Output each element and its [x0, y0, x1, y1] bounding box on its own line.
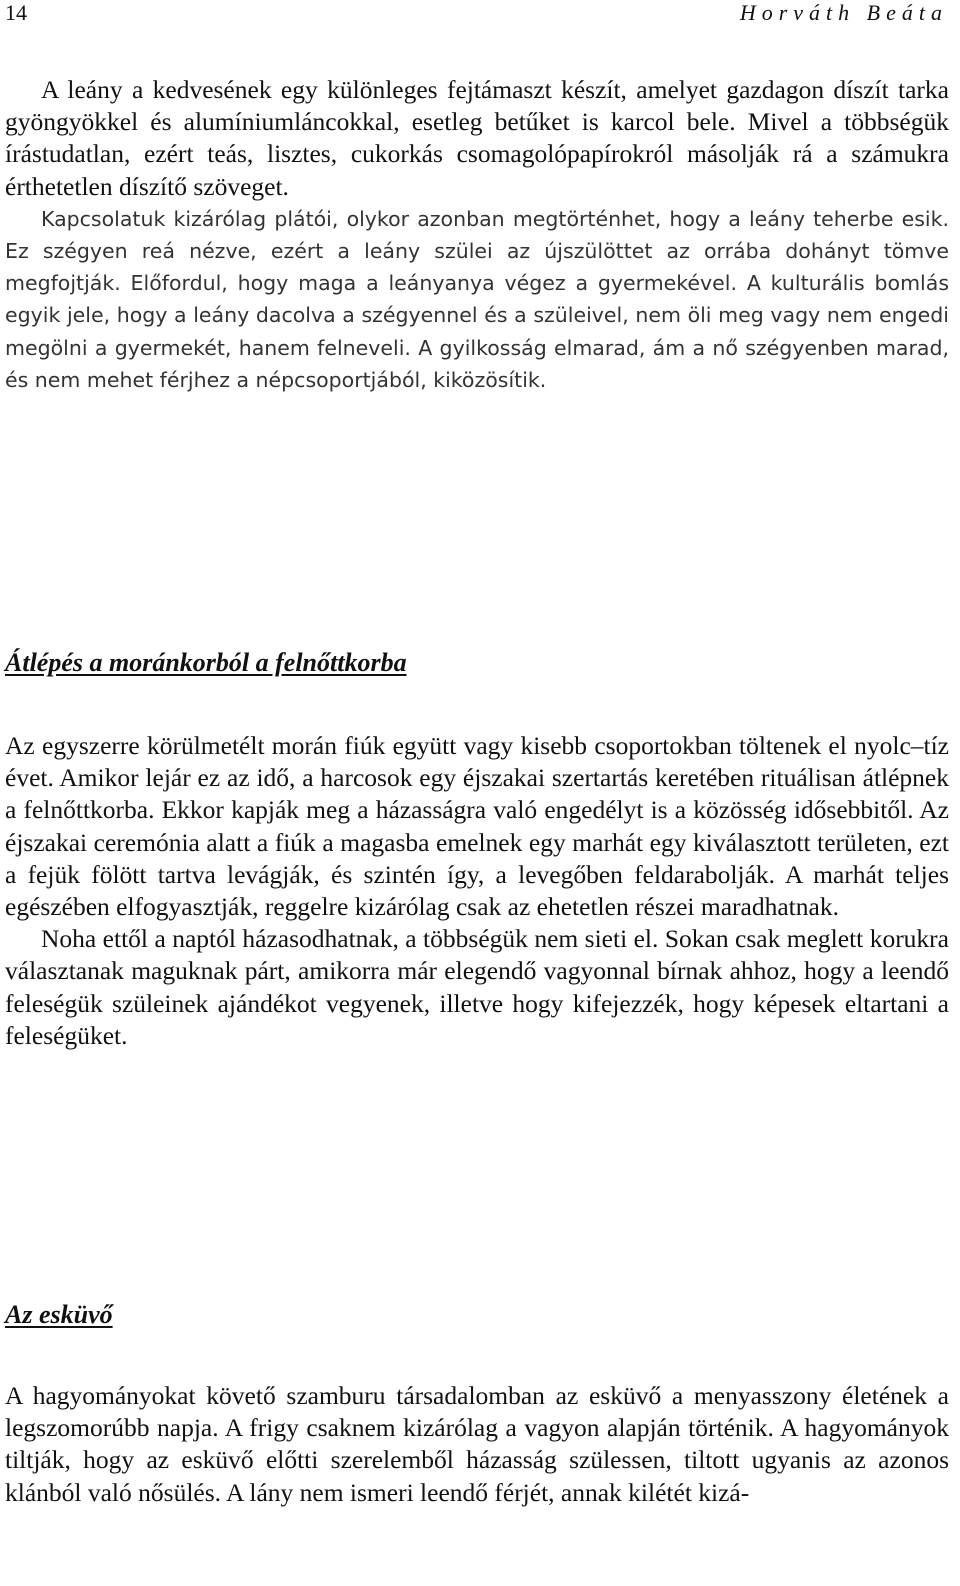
section-3 — [5, 1380, 949, 1509]
paragraph-hazasodas: Noha ettől a naptól házasodhatnak, a többségük nem sieti el. Sokan csak meglett korukra választanak maguknak párt, amikorra már elegendő vagyonnal bírnak ahhoz, hogy a leendő feleségük szüleinek ajándékot vegyenek, illetve hogy kifejezzék, hogy képesek eltartani a feleségüket. — [5, 924, 949, 1050]
running-head-author: Horváth Beáta — [739, 0, 948, 25]
page-header — [0, 0, 960, 30]
page-number: 14 — [5, 0, 27, 25]
section-1 — [5, 74, 949, 396]
paragraph-kapcsolatuk: Kapcsolatuk kizárólag plátói, olykor azonban megtörténhet, hogy a leány teherbe esik. Ez szégyen reá nézve, ezért a leány szülei az újszülöttet az orrába dohányt tömve megfojtják. Előfordul, hogy maga a leányanya végez a gyermekével. A kulturális bomlás egyik jele, hogy a leány dacolva a szégyennel és a szüleivel, nem öli meg vagy nem engedi megölni a gyermekét, hanem felneveli. A gyilkosság elmarad, ám a nő szégyenben marad, és nem mehet férjhez a népcsoportjából, kiközösítik. — [5, 206, 949, 392]
paragraph-koremeteles: Az egyszerre körülmetélt morán fiúk együtt vagy kisebb csoportokban töltenek el nyolc–tíz évet. Amikor lejár ez az idő, a harcosok egy éjszakai szertartás keretében rituálisan átlépnek a felnőttkorba. Ekkor kapják meg a házasságra való engedélyt is a közösség idősebbitől. Az éjszakai ceremónia alatt a fiúk a magasba emelnek egy marhát egy kiválasztott területen, ezt a fejük fölött tartva levágják, és szintén így, a levegőben feldarabolják. A marhát teljes egészében elfogyasztják, reggelre kizárólag csak az ehetetlen részei maradhatnak. — [5, 731, 949, 922]
section-2 — [5, 730, 949, 1052]
section-heading-eskuvo: Az esküvő — [5, 1300, 113, 1329]
paragraph-eskuvo: A hagyományokat követő szamburu társadalomban az esküvő a menyasszony életének a legszomorúbb napja. A frigy csaknem kizárólag a vagyon alapján történik. A hagyományok tiltják, hogy az esküvő előtti szerelemből házasság szülessen, tiltott ugyanis az azonos klánból való nősülés. A lány nem ismeri leendő férjét, annak kilétét kizá- — [5, 1381, 949, 1507]
section-heading-atlepes: Átlépés a moránkorból a felnőttkorba — [5, 648, 407, 677]
paragraph-fejtamasz: A leány a kedvesének egy különleges fejtámaszt készít, amelyet gazdagon díszít tarka gyöngyökkel és alumíniumláncokkal, esetleg betűket is karcol bele. Mivel a többségük írástudatlan, ezért teás, lisztes, cukorkás csomagolópapírokról másolják rá a számukra érthetetlen díszítő szöveget. — [5, 75, 949, 201]
